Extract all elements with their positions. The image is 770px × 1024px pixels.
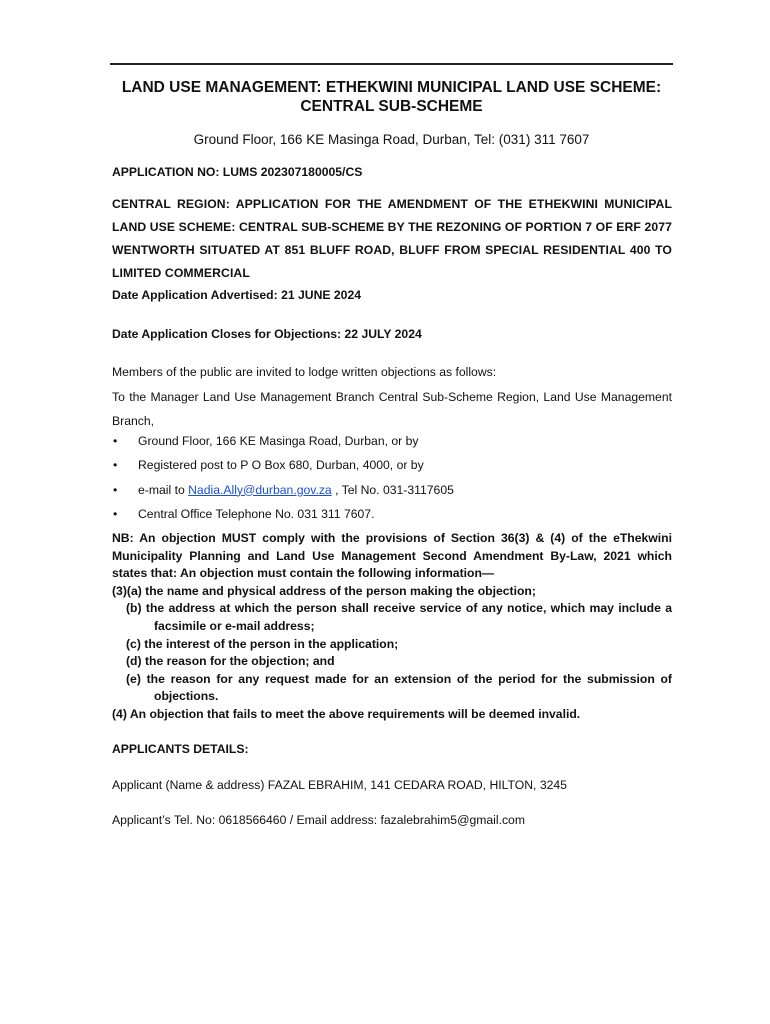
clause-3b: (b) the address at which the person shall receive service of any notice, which may include a facsimile or e-mail address; — [126, 601, 672, 633]
application-number: APPLICATION NO: LUMS 202307180005/CS — [112, 165, 363, 179]
clause-4: (4) An objection that fails to meet the above requirements will be deemed invalid. — [112, 706, 581, 721]
list-item — [112, 433, 672, 457]
nb-intro: NB: An objection MUST comply with the provisions of Section 36(3) & (4) of the eThekwini Municipality Planning and Land Use Management Second Amendment By-Law, 2021 which states that: An objection must contain the following information— — [112, 531, 672, 581]
top-rule — [110, 63, 673, 65]
date-closes: Date Application Closes for Objections: 22 JULY 2024 — [112, 327, 422, 341]
date-advertised: Date Application Advertised: 21 JUNE 2024 — [112, 288, 362, 302]
application-description: CENTRAL REGION: APPLICATION FOR THE AMENDMENT OF THE ETHEKWINI MUNICIPAL LAND USE SCHEME: CENTRAL SUB-SCHEME BY THE REZONING OF PORTION 7 OF ERF 2077 WENTWORTH SITUATED AT 851 BLUFF ROAD, BLUFF FROM SPECIAL RESIDENTIAL 400 TO LIMITED COMMERCIAL — [112, 197, 672, 280]
objections-recipient: To the Manager Land Use Management Branch Central Sub-Scheme Region, Land Use Management Branch, — [112, 390, 672, 428]
applicant-name-address: Applicant (Name & address) FAZAL EBRAHIM, 141 CEDARA ROAD, HILTON, 3245 — [112, 778, 567, 792]
objections-intro: Members of the public are invited to lodge written objections as follows: — [112, 365, 497, 379]
notice-title: LAND USE MANAGEMENT: ETHEKWINI MUNICIPAL LAND USE SCHEME: CENTRAL SUB-SCHEME — [121, 79, 662, 115]
list-item — [112, 506, 672, 530]
bullet-text: Ground Floor, 166 KE Masinga Road, Durban, or by — [138, 434, 419, 448]
email-link[interactable]: Nadia.Ally@durban.gov.za — [188, 482, 332, 497]
bullet-icon: • — [113, 482, 118, 497]
bullet-icon: • — [113, 434, 118, 448]
clause-3a: (3)(a) the name and physical address of the person making the objection; — [112, 583, 536, 598]
clause-3d: (d) the reason for the objection; and — [126, 654, 335, 669]
clause-3e: (e) the reason for any request made for an extension of the period for the submission of objections. — [126, 671, 672, 704]
applicants-heading: APPLICANTS DETAILS: — [112, 742, 249, 756]
bullet-text: Registered post to P O Box 680, Durban, 4000, or by — [138, 458, 424, 473]
list-item — [112, 482, 672, 506]
bullet-text: Central Office Telephone No. 031 311 7607. — [138, 506, 375, 521]
bullet-icon: • — [113, 458, 118, 473]
clause-3c: (c) the interest of the person in the application; — [126, 636, 399, 651]
list-item — [112, 457, 672, 481]
bullet-icon: • — [113, 506, 118, 521]
submission-methods-list — [112, 433, 672, 530]
bullet-text-suffix: , Tel No. 031-3117605 — [331, 482, 454, 497]
applicant-contact: Applicant’s Tel. No: 0618566460 / Email address: fazalebrahim5@gmail.com — [112, 813, 525, 827]
office-address-line: Ground Floor, 166 KE Masinga Road, Durban, Tel: (031) 311 7607 — [193, 132, 590, 147]
nb-section — [112, 530, 672, 724]
bullet-text-prefix: e-mail to — [138, 482, 189, 497]
